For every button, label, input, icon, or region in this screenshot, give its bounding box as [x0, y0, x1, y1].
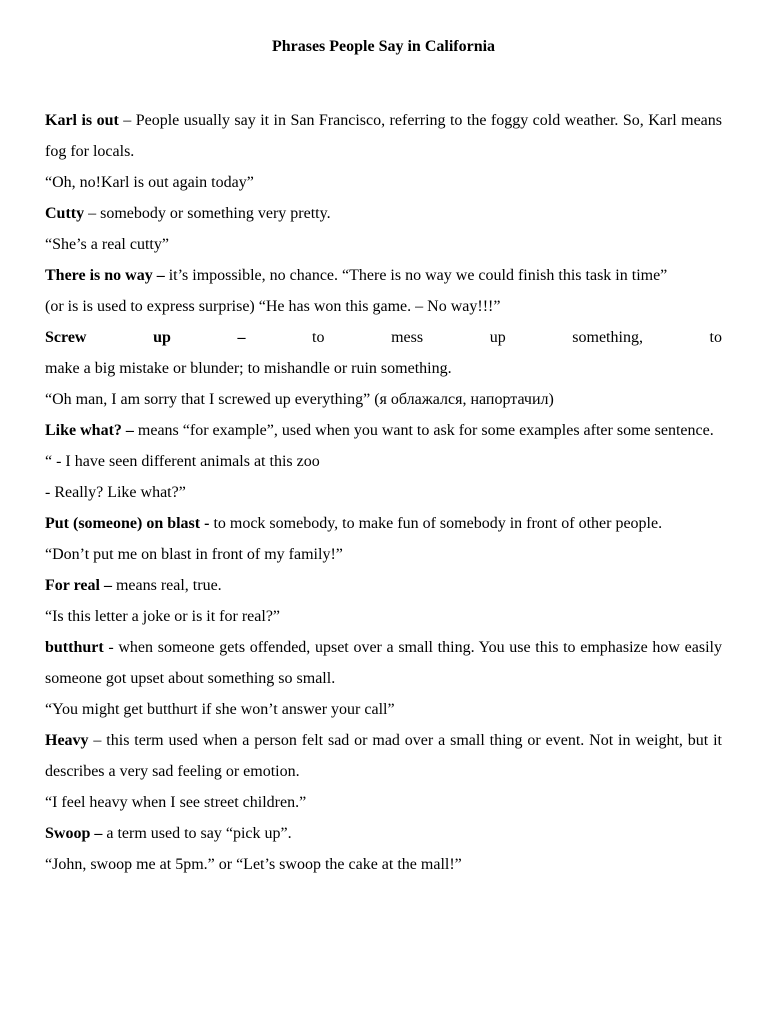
entry-put-on-blast	[45, 508, 722, 539]
document-body	[45, 105, 722, 880]
term-word: Screw	[45, 329, 87, 346]
entry-cutty	[45, 198, 722, 229]
term-word: –	[237, 329, 246, 346]
term: Cutty	[45, 205, 85, 222]
definition-word: to	[312, 329, 325, 346]
definition: – this term used when a person felt sad or mad over a small thing or event. Not in weight, but it describes a very sad feeling or emotion.	[45, 732, 722, 780]
entry-like-what	[45, 415, 722, 446]
example-like-what-2: - Really? Like what?”	[45, 484, 186, 501]
term: butthurt	[45, 639, 104, 656]
term: Heavy	[45, 732, 89, 749]
definition: a term used to say “pick up”.	[102, 825, 292, 842]
term: Put (someone) on blast -	[45, 515, 210, 532]
entry-for-real	[45, 570, 722, 601]
term-word: up	[153, 329, 171, 346]
entry-there-is-no-way	[45, 260, 722, 291]
example-butthurt: “You might get butthurt if she won’t answer your call”	[45, 701, 395, 718]
definition: – somebody or something very pretty.	[84, 205, 331, 222]
document-title: Phrases People Say in California	[271, 38, 496, 55]
example-swoop: “John, swoop me at 5pm.” or “Let’s swoop the cake at the mall!”	[45, 856, 462, 873]
term: Karl is out	[45, 112, 119, 129]
term: Like what? –	[45, 422, 134, 439]
definition-word: mess	[391, 329, 424, 346]
definition: - when someone gets offended, upset over a small thing. You use this to emphasize how easily someone got upset about something so small.	[45, 639, 722, 687]
example-karl-is-out: “Oh, no!Karl is out again today”	[45, 174, 254, 191]
definition: means “for example”, used when you want to ask for some examples after some sentence.	[133, 422, 714, 439]
definition-word: something,	[572, 329, 643, 346]
example-cutty: “She’s a real cutty”	[45, 236, 169, 253]
definition: to mock somebody, to make fun of somebody in front of other people.	[209, 515, 663, 532]
definition-word: up	[489, 329, 506, 346]
definition: – People usually say it in San Francisco, referring to the foggy cold weather. So, Karl means fog for locals.	[45, 112, 722, 160]
entry-karl-is-out	[45, 105, 722, 167]
definition-word: to	[709, 329, 722, 346]
entry-swoop	[45, 818, 722, 849]
example-put-on-blast: “Don’t put me on blast in front of my family!”	[45, 546, 343, 563]
entry-butthurt	[45, 632, 722, 694]
example-there-is-no-way: (or is is used to express surprise) “He has won this game. – No way!!!”	[45, 298, 501, 315]
entry-heavy	[45, 725, 722, 787]
example-for-real: “Is this letter a joke or is it for real?”	[45, 608, 281, 625]
example-screw-up: “Oh man, I am sorry that I screwed up everything” (я облажался, напортачил)	[45, 391, 554, 408]
term: There is no way –	[45, 267, 169, 284]
term: For real –	[45, 577, 112, 594]
definition: means real, true.	[111, 577, 222, 594]
example-like-what-1: “ - I have seen different animals at this zoo	[45, 453, 320, 470]
definition: it’s impossible, no chance. “There is no way we could finish this task in time”	[168, 267, 668, 284]
entry-screw-up	[45, 322, 722, 353]
definition-screw-up-cont: make a big mistake or blunder; to mishandle or ruin something.	[45, 360, 452, 377]
term: Swoop –	[45, 825, 103, 842]
example-heavy: “I feel heavy when I see street children.”	[45, 794, 307, 811]
